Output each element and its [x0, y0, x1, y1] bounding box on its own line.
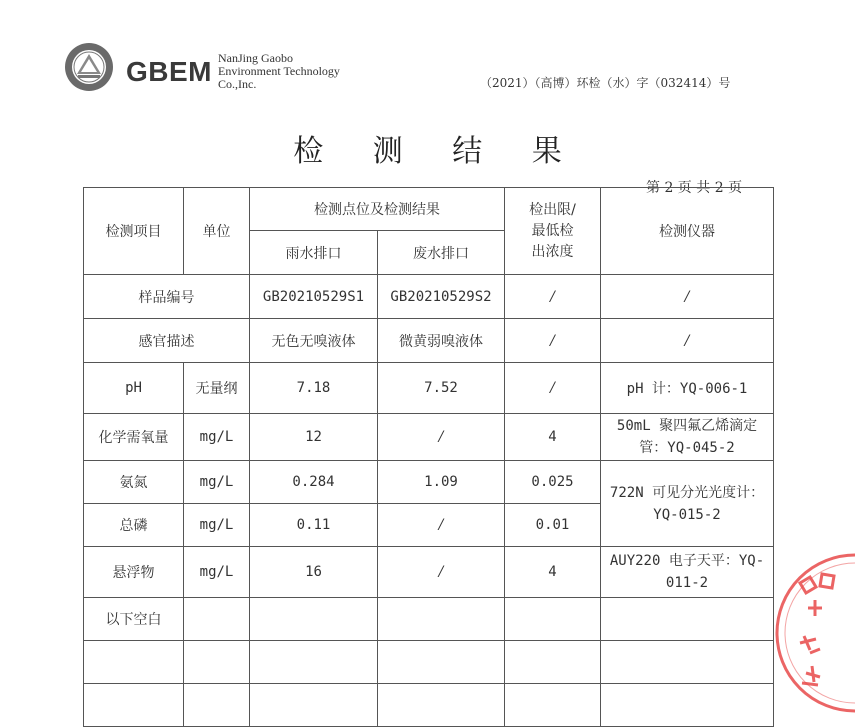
header-point-1: 雨水排口	[250, 231, 378, 275]
sample-id-point-2: GB20210529S2	[378, 275, 505, 319]
blank-note: 以下空白	[84, 598, 184, 641]
ph-instrument: pH 计：YQ-006-1	[601, 363, 774, 414]
table-row	[84, 598, 774, 641]
suspended-point-2: /	[378, 547, 505, 598]
empty-cell	[184, 598, 250, 641]
sensory-label: 感官描述	[84, 319, 250, 363]
empty-cell	[601, 598, 774, 641]
table-row	[84, 414, 774, 461]
empty-cell	[378, 684, 505, 727]
sample-id-instrument: /	[601, 275, 774, 319]
empty-cell	[601, 684, 774, 727]
sample-id-point-1: GB20210529S1	[250, 275, 378, 319]
ammonia-unit: mg/L	[184, 461, 250, 504]
suspended-point-1: 16	[250, 547, 378, 598]
phosphorus-point-2: /	[378, 504, 505, 547]
table-row	[84, 461, 774, 504]
phosphorus-item: 总磷	[84, 504, 184, 547]
page-info: 第 2 页 共 2 页	[646, 180, 743, 196]
header-limit: 检出限/ 最低检 出浓度	[505, 188, 601, 275]
cod-point-1: 12	[250, 414, 378, 461]
empty-cell	[378, 598, 505, 641]
empty-cell	[250, 598, 378, 641]
company-line-1: NanJing Gaobo	[218, 51, 293, 65]
header-item: 检测项目	[84, 188, 184, 275]
empty-cell	[378, 641, 505, 684]
table-row	[84, 363, 774, 414]
seal-stamp-icon	[770, 548, 855, 718]
phosphorus-unit: mg/L	[184, 504, 250, 547]
header-unit: 单位	[184, 188, 250, 275]
empty-cell	[505, 684, 601, 727]
table-row	[84, 684, 774, 727]
ph-item: pH	[84, 363, 184, 414]
empty-cell	[184, 641, 250, 684]
empty-cell	[84, 641, 184, 684]
page-title: 检 测 结 果	[293, 134, 582, 169]
results-table	[83, 187, 774, 727]
ph-limit: /	[505, 363, 601, 414]
table-row	[84, 547, 774, 598]
company-line-2: Environment Technology	[218, 64, 340, 78]
header-row	[84, 188, 774, 231]
header-instrument: 检测仪器	[601, 188, 774, 275]
phosphorus-point-1: 0.11	[250, 504, 378, 547]
suspended-limit: 4	[505, 547, 601, 598]
table-row	[84, 275, 774, 319]
ammonia-point-1: 0.284	[250, 461, 378, 504]
cod-item: 化学需氧量	[84, 414, 184, 461]
cod-unit: mg/L	[184, 414, 250, 461]
company-name	[218, 52, 358, 91]
empty-cell	[184, 684, 250, 727]
empty-cell	[601, 641, 774, 684]
ammonia-item: 氨氮	[84, 461, 184, 504]
phosphorus-limit: 0.01	[505, 504, 601, 547]
cod-instrument: 50mL 聚四氟乙烯滴定管：YQ-045-2	[601, 414, 774, 461]
document-number: （2021）（高博）环检（水）字（032414）号	[480, 76, 731, 90]
sensory-limit: /	[505, 319, 601, 363]
spectro-instrument: 722N 可见分光光度计：YQ-015-2	[601, 461, 774, 547]
sensory-instrument: /	[601, 319, 774, 363]
empty-cell	[250, 684, 378, 727]
suspended-item: 悬浮物	[84, 547, 184, 598]
sample-id-label: 样品编号	[84, 275, 250, 319]
suspended-instrument: AUY220 电子天平：YQ-011-2	[601, 547, 774, 598]
company-logo-icon	[64, 42, 114, 92]
header-point-2: 废水排口	[378, 231, 505, 275]
company-line-3: Co.,Inc.	[218, 77, 257, 91]
empty-cell	[505, 641, 601, 684]
table-row	[84, 319, 774, 363]
cod-limit: 4	[505, 414, 601, 461]
sensory-point-2: 微黄弱嗅液体	[378, 319, 505, 363]
cod-point-2: /	[378, 414, 505, 461]
sensory-point-1: 无色无嗅液体	[250, 319, 378, 363]
empty-cell	[250, 641, 378, 684]
ammonia-limit: 0.025	[505, 461, 601, 504]
brand-name: GBEM	[126, 56, 212, 87]
ammonia-point-2: 1.09	[378, 461, 505, 504]
table-row	[84, 641, 774, 684]
sample-id-limit: /	[505, 275, 601, 319]
suspended-unit: mg/L	[184, 547, 250, 598]
header-points-group: 检测点位及检测结果	[250, 188, 505, 231]
ph-unit: 无量纲	[184, 363, 250, 414]
ph-point-2: 7.52	[378, 363, 505, 414]
ph-point-1: 7.18	[250, 363, 378, 414]
empty-cell	[84, 684, 184, 727]
empty-cell	[505, 598, 601, 641]
